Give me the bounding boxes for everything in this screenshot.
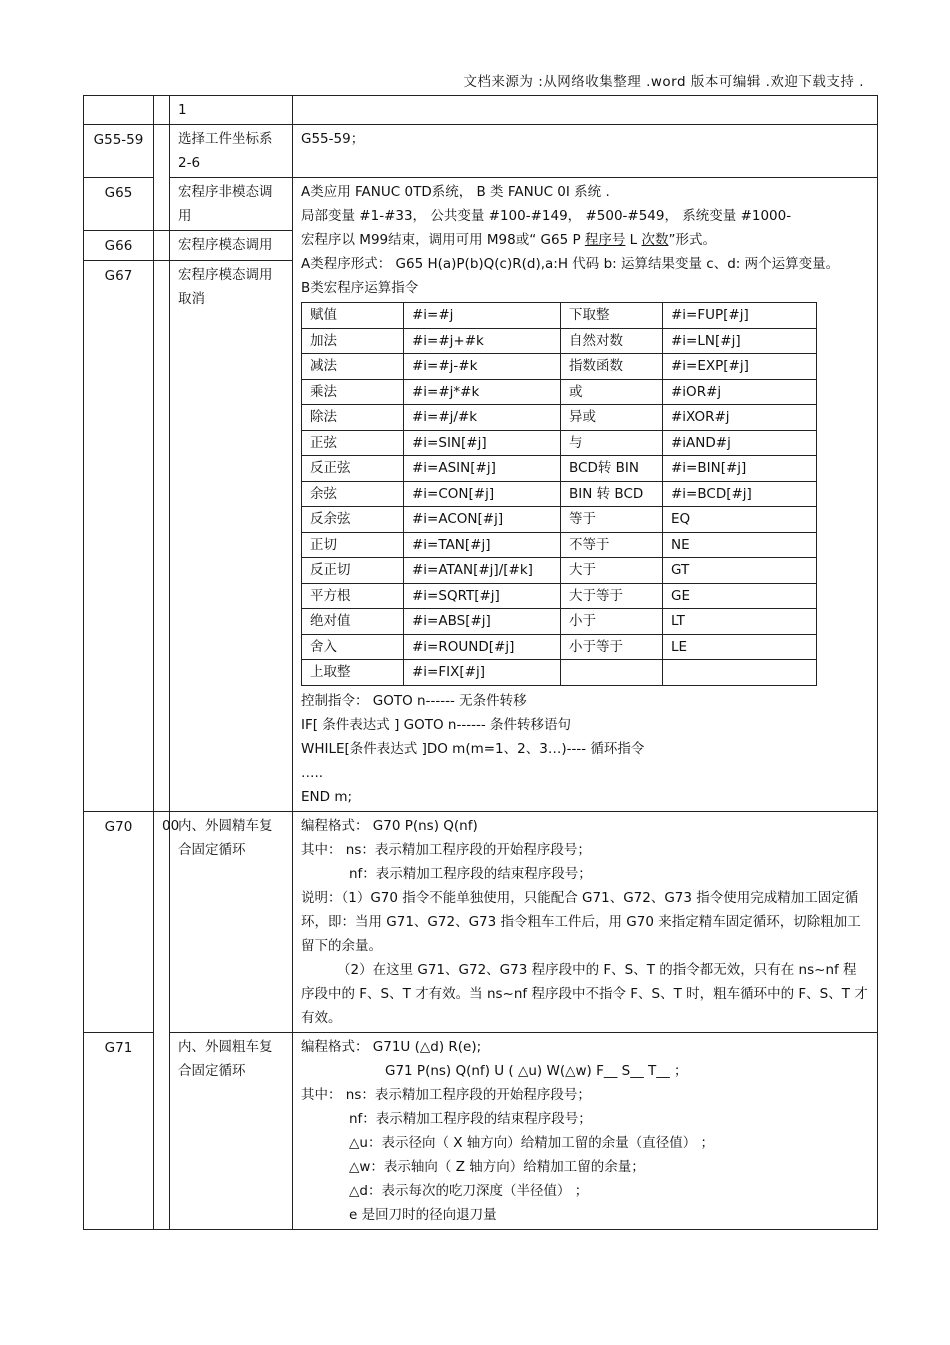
table-row (84, 811, 878, 1032)
ops-cell: #i=ASIN[#j] (404, 456, 561, 482)
ops-cell: #i=SIN[#j] (404, 430, 561, 456)
ops-row (302, 609, 817, 635)
ops-cell (663, 660, 817, 686)
macro-text: L (625, 232, 642, 248)
ops-cell: 赋值 (302, 303, 404, 329)
ops-cell: 反正弦 (302, 456, 404, 482)
ops-cell: 正切 (302, 532, 404, 558)
page-header: 文档来源为 :从网络收集整理 .word 版本可编辑 .欢迎下载支持 . (463, 74, 864, 90)
ops-cell: 或 (561, 379, 663, 405)
ops-row (302, 354, 817, 380)
table-row (84, 178, 878, 231)
desc-cell: G55-59； (293, 125, 878, 178)
ops-row (302, 379, 817, 405)
ops-cell: #i=ROUND[#j] (404, 634, 561, 660)
code-cell (84, 96, 154, 125)
macro-line: A类应用 FANUC 0TD系统， B 类 FANUC 0I 系统 . (301, 184, 610, 200)
ops-cell: #i=#j (404, 303, 561, 329)
ops-row (302, 634, 817, 660)
ops-cell: 乘法 (302, 379, 404, 405)
ops-row (302, 405, 817, 431)
ops-row (302, 532, 817, 558)
ops-cell: 反余弦 (302, 507, 404, 533)
ops-cell: 加法 (302, 328, 404, 354)
ops-cell: 大于 (561, 558, 663, 584)
g70-line: （2）在这里 G71、G72、G73 程序段中的 F、S、T 的指令都无效，只有在 ns~nf 程序段中的 F、S、T 才有效。当 ns~nf 程序段中不指令 F、S、T 时，粗车循环中的 F、S、T 才有效。 (301, 961, 868, 1026)
code-cell: G66 (84, 231, 154, 261)
macro-text: ”形式。 (668, 232, 716, 248)
macro-text: 宏程序以 M99结束，调用可用 M98或“ G65 P (301, 232, 585, 248)
table-row (84, 96, 878, 125)
ops-cell: 不等于 (561, 532, 663, 558)
ops-cell: 除法 (302, 405, 404, 431)
ops-cell: NE (663, 532, 817, 558)
ops-cell: 指数函数 (561, 354, 663, 380)
code-cell: G70 (84, 811, 154, 1032)
ops-cell: 与 (561, 430, 663, 456)
g70-line: nf：表示精加工程序段的结束程序段号； (349, 865, 592, 882)
ops-cell: 正弦 (302, 430, 404, 456)
ops-row (302, 481, 817, 507)
name-cell: 1 (170, 96, 293, 125)
ops-cell: LE (663, 634, 817, 660)
ops-row (302, 303, 817, 329)
ops-cell: 平方根 (302, 583, 404, 609)
ops-cell: #i=ABS[#j] (404, 609, 561, 635)
g71-line: △d：表示每次的吃刀深度（半径值） ； (349, 1182, 589, 1199)
g70-line: 其中： ns：表示精加工程序段的开始程序段号； (301, 841, 591, 858)
ops-cell: #iXOR#j (663, 405, 817, 431)
code-cell: G67 (84, 261, 154, 812)
ops-cell: GE (663, 583, 817, 609)
ops-cell: 减法 (302, 354, 404, 380)
ops-cell (561, 660, 663, 686)
g70-line: 说明：（1）G70 指令不能单独使用，只能配合 G71、G72、G73 指令使用完成精加工固定循环，即：当用 G71、G72、G73 指令粗车工件后，用 G70 来指定精车固定循环，切除粗加工留下的余量。 (301, 889, 861, 954)
ops-cell: EQ (663, 507, 817, 533)
group-cell (154, 125, 170, 231)
name-cell: 内、外圆粗车复合固定循环 (170, 1032, 293, 1229)
ops-cell: 反正切 (302, 558, 404, 584)
ops-row (302, 507, 817, 533)
ops-cell: 小于 (561, 609, 663, 635)
macro-ops-table (301, 302, 817, 686)
macro-text: 程序号 (584, 232, 626, 248)
ops-cell: LT (663, 609, 817, 635)
macro-line: B类宏程序运算指令 (301, 280, 419, 296)
name-cell: 选择工件坐标系 2-6 (170, 125, 293, 178)
group-cell (154, 261, 170, 812)
ops-cell: #iOR#j (663, 379, 817, 405)
g71-line: △w：表示轴向（ Z 轴方向）给精加工留的余量； (349, 1158, 645, 1175)
ops-cell: #i=EXP[#j] (663, 354, 817, 380)
group-cell: 00 (154, 811, 170, 1229)
ops-cell: #i=SQRT[#j] (404, 583, 561, 609)
g71-line: △u：表示径向（ X 轴方向）给精加工留的余量（直径值） ； (349, 1134, 715, 1151)
ops-cell: 上取整 (302, 660, 404, 686)
ops-cell: #i=#j/#k (404, 405, 561, 431)
ops-cell: #i=BIN[#j] (663, 456, 817, 482)
g71-line: e 是回刀时的径向退刀量 (349, 1206, 497, 1223)
ops-cell: 舍入 (302, 634, 404, 660)
ops-cell: BIN 转 BCD (561, 481, 663, 507)
ops-row (302, 558, 817, 584)
ops-cell: #i=FIX[#j] (404, 660, 561, 686)
group-cell (154, 231, 170, 261)
ops-cell: 小于等于 (561, 634, 663, 660)
name-cell: 内、外圆精车复合固定循环 (170, 811, 293, 1032)
ops-cell: #i=TAN[#j] (404, 532, 561, 558)
macro-text: 次数 (641, 232, 669, 248)
g71-line: 其中： ns：表示精加工程序段的开始程序段号； (301, 1086, 591, 1103)
ops-cell: #i=ATAN[#j]/[#k] (404, 558, 561, 584)
name-cell: 宏程序非模态调用 (170, 178, 293, 231)
ops-row (302, 583, 817, 609)
ops-cell: 等于 (561, 507, 663, 533)
control-line: WHILE[条件表达式 ]DO m(m=1、2、3…)---- 循环指令 (301, 740, 645, 757)
ops-cell: 绝对值 (302, 609, 404, 635)
ops-cell: #iAND#j (663, 430, 817, 456)
ops-cell: #i=BCD[#j] (663, 481, 817, 507)
ops-cell: #i=#j+#k (404, 328, 561, 354)
table-row (84, 125, 878, 178)
code-cell: G55-59 (84, 125, 154, 178)
ops-cell: #i=FUP[#j] (663, 303, 817, 329)
ops-cell: 下取整 (561, 303, 663, 329)
control-line: 控制指令： GOTO n------ 无条件转移 (301, 692, 527, 709)
macro-line (301, 228, 869, 252)
ops-cell: #i=#j*#k (404, 379, 561, 405)
gcode-table (83, 95, 878, 1230)
ops-row (302, 660, 817, 686)
code-cell: G71 (84, 1032, 154, 1229)
macro-line: A类程序形式： G65 H(a)P(b)Q(c)R(d),a:H 代码 b: 运算结果变量 c、d: 两个运算变量。 (301, 256, 840, 272)
ops-cell: BCD转 BIN (561, 456, 663, 482)
ops-cell: 异或 (561, 405, 663, 431)
name-cell: 宏程序模态调用取消 (170, 261, 293, 812)
control-line: END m; (301, 788, 353, 805)
ops-row (302, 328, 817, 354)
control-line: IF[ 条件表达式 ] GOTO n------ 条件转移语句 (301, 716, 571, 733)
ops-cell: #i=ACON[#j] (404, 507, 561, 533)
ops-cell: 大于等于 (561, 583, 663, 609)
ops-cell: GT (663, 558, 817, 584)
ops-cell: 自然对数 (561, 328, 663, 354)
ops-row (302, 456, 817, 482)
desc-cell (293, 811, 878, 1032)
control-line: ….. (301, 764, 324, 781)
ops-row (302, 430, 817, 456)
ops-cell: #i=CON[#j] (404, 481, 561, 507)
g70-line: 编程格式： G70 P(ns) Q(nf) (301, 817, 478, 834)
ops-cell: #i=LN[#j] (663, 328, 817, 354)
group-cell (154, 96, 170, 125)
g71-line: 编程格式： G71U (△d) R(e); (301, 1038, 482, 1055)
desc-cell (293, 1032, 878, 1229)
g71-line: G71 P(ns) Q(nf) U ( △u) W(△w) F__ S__ T__ ； (385, 1062, 688, 1079)
macro-line: 局部变量 #1-#33， 公共变量 #100-#149， #500-#549， 系统变量 #1000- (301, 208, 792, 224)
ops-cell: 余弦 (302, 481, 404, 507)
g71-line: nf：表示精加工程序段的结束程序段号； (349, 1110, 592, 1127)
desc-cell (293, 96, 878, 125)
code-cell: G65 (84, 178, 154, 231)
name-cell: 宏程序模态调用 (170, 231, 293, 261)
ops-cell: #i=#j-#k (404, 354, 561, 380)
macro-desc-cell (293, 178, 878, 812)
table-row (84, 1032, 878, 1229)
